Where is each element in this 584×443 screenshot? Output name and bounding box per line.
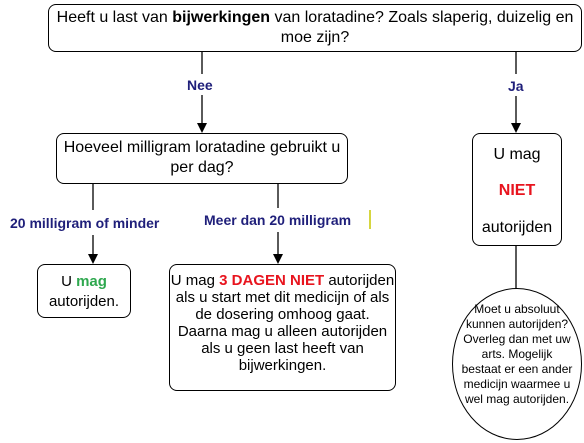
question-bijwerkingen xyxy=(48,4,582,52)
q2-text: Hoeveel milligram loratadine gebruikt u per dag? xyxy=(63,139,341,176)
res1-text-highlight: mag xyxy=(76,273,107,290)
question-milligram xyxy=(56,133,348,184)
branch-label-nee: Nee xyxy=(187,77,213,93)
circle-text: Moet u absoluut kunnen autorijden? Overleg dan met uw arts. Mogelijk bestaat er een ander medicijn waarmee u wel mag autorijden. xyxy=(461,302,573,406)
ja-box-line1: U mag xyxy=(493,146,541,163)
res2-text-post: autorijden als u start met dit medicijn of als de dosering omhoog gaat. Daarna mag u alleen autorijden als u geen last heeft van bijwerkingen. xyxy=(175,272,395,374)
res1-text-post: autorijden. xyxy=(48,293,120,310)
res1-text-pre: U xyxy=(61,273,77,290)
ja-box-line3: autorijden xyxy=(481,219,553,236)
result-mag-autorijden xyxy=(37,264,131,318)
branch-label-ja: Ja xyxy=(508,78,524,94)
q1-text-pre: Heeft u last van xyxy=(56,9,173,26)
branch-label-meer-20: Meer dan 20 milligram xyxy=(204,212,352,228)
branch-label-20-minder: 20 milligram of minder xyxy=(10,215,160,231)
result-3-dagen-niet xyxy=(169,264,396,391)
result-niet-autorijden xyxy=(472,133,562,246)
q1-text-post: van loratadine? Zoals slaperig, duizelig en moe zijn? xyxy=(270,9,574,46)
res2-text-pre: U mag xyxy=(170,272,220,289)
q1-text-bold: bijwerkingen xyxy=(172,9,271,26)
advice-circle xyxy=(452,288,582,440)
res2-text-highlight: 3 DAGEN NIET xyxy=(219,272,325,289)
ja-box-line2: NIET xyxy=(498,182,536,199)
